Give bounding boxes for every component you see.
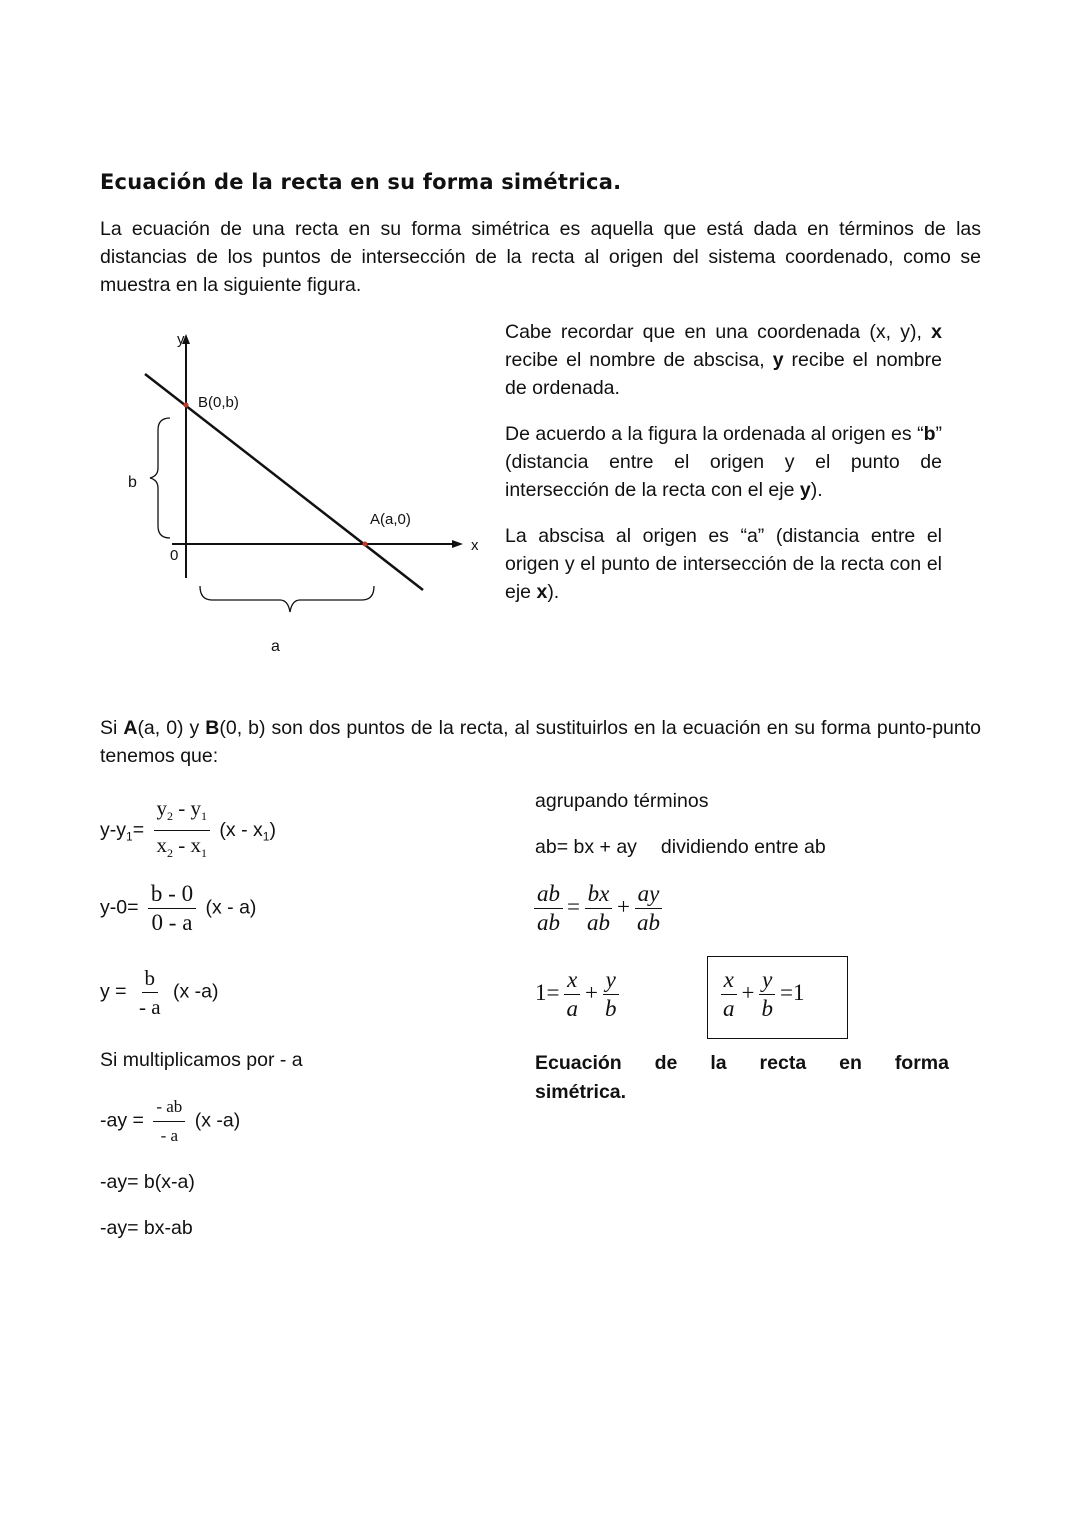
point-b-dot (184, 403, 189, 408)
sust-a: A (123, 717, 138, 739)
side-p3-start: La abscisa al origen es “a” (distancia entre el origen y el punto de intersección de la recta con el eje (505, 525, 942, 603)
eq7: ab= bx + ay (535, 836, 637, 858)
side-p1-y: y (772, 349, 784, 371)
eq8-d3: ab (636, 910, 660, 935)
sust-s2: (a, 0) y (137, 717, 206, 739)
eq3-lhs: y = (100, 980, 127, 1003)
sust-s3: (0, b) son dos puntos de la recta, al sustituirlos en la ecuación en su forma punto-punto tenemos que: (100, 717, 981, 767)
eq2-rhs: (x - a) (205, 896, 257, 919)
side-p2-b: b (923, 423, 936, 445)
eq2-fraction (148, 882, 196, 935)
equation-step-5: -ay= b(x-a) (100, 1171, 195, 1193)
coordinate-figure (100, 320, 500, 660)
x-axis-arrow (452, 540, 463, 548)
equation-step-4 (100, 1095, 240, 1148)
eq8-equals: = (567, 893, 580, 919)
equation-step-2 (100, 882, 256, 935)
box-n1: x (721, 968, 737, 995)
brace-b-label: b (128, 474, 137, 491)
eq8-fraction-1 (534, 882, 563, 935)
point-a-label: A(a,0) (370, 511, 411, 528)
eq2-num: b - 0 (148, 882, 196, 909)
eq8-n2: bx (585, 882, 613, 909)
equation-step-7 (535, 836, 826, 859)
side-p2-mid: ” (distancia entre el origen y el punto de intersección de la recta con el eje (505, 423, 942, 501)
side-p2-start: De acuerdo a la figura la ordenada al origen es “ (505, 423, 924, 445)
eq9-equals: = (546, 979, 560, 1005)
side-paragraph-1 (505, 318, 942, 402)
sust-s1: Si (100, 717, 124, 739)
eq1-den-x: x (156, 833, 167, 858)
eq1-num-sub2: 2 (167, 809, 173, 824)
side-p3-end: ). (547, 581, 560, 603)
intro-paragraph: La ecuación de una recta en su forma simétrica es aquella que está dada en términos de las distancias de los puntos de intersección de la recta al origen del sistema coordenado, como se muestra en la siguiente figura. (100, 218, 981, 296)
equation-step-8 (530, 882, 667, 935)
side-p2-y: y (799, 479, 811, 501)
equation-step-6: -ay= bx-ab (100, 1217, 193, 1239)
eq1-rhs-close: ) (269, 818, 276, 841)
eq9-d2: b (604, 996, 617, 1021)
eq2-lhs: y-0= (100, 896, 139, 919)
box-equals: = (779, 979, 793, 1005)
box-d2: b (761, 996, 773, 1021)
eq1-rhs: (x - x (219, 818, 263, 841)
brace-a (200, 586, 374, 612)
eq8-d1: ab (537, 910, 560, 935)
eq9-plus: + (584, 979, 598, 1005)
side-p2-end: ). (810, 479, 823, 501)
eq8-n1: ab (534, 882, 563, 909)
eq9-fraction-2 (602, 968, 620, 1021)
side-p1-start: Cabe recordar que en una coordenada (x, y), (505, 321, 922, 343)
eq3-rhs: (x -a) (172, 980, 219, 1003)
side-p1-mid: recibe el nombre de abscisa, (505, 349, 773, 371)
eq4-lhs: -ay = (100, 1109, 144, 1132)
eq3-num: b (142, 966, 159, 993)
y-axis-label: y (177, 331, 185, 348)
final-line-2: simétrica. (535, 1081, 627, 1103)
eq9-fraction-1 (563, 968, 581, 1021)
eq3-den: - a (138, 995, 161, 1019)
brace-a-label: a (271, 638, 280, 655)
box-d1: a (723, 996, 735, 1021)
box-fraction-2 (758, 968, 776, 1021)
box-plus: + (741, 979, 755, 1005)
eq9-n2: y (603, 968, 619, 995)
side-p1-end: recibe el nombre de ordenada. (505, 349, 942, 399)
eq9-one: 1 (535, 979, 547, 1005)
multiply-text: Si multiplicamos por - a (100, 1049, 303, 1071)
brace-b (150, 418, 170, 538)
eq1-den-minus: - x (173, 833, 201, 858)
eq1-num-sub1: 1 (201, 809, 207, 824)
eq4-rhs: (x -a) (194, 1109, 241, 1132)
eq9-n1: x (564, 968, 580, 995)
side-p3-x: x (536, 581, 548, 603)
side-paragraph-3 (505, 522, 942, 606)
eq2-den: 0 - a (151, 910, 193, 935)
side-p1-x: x (931, 321, 942, 343)
box-fraction-1 (720, 968, 738, 1021)
equation-point-point (100, 796, 276, 865)
eq1-lhs: y-y (100, 818, 126, 841)
x-axis-label: x (471, 537, 479, 554)
eq1-equals: = (132, 818, 145, 841)
eq1-num-y: y (156, 796, 167, 820)
eq8-plus: + (616, 893, 630, 919)
symmetric-form-equation (716, 968, 804, 1021)
equation-step-3 (100, 966, 218, 1019)
grouping-text: agrupando términos (535, 790, 709, 812)
eq8-fraction-2 (584, 882, 613, 935)
point-a-dot (363, 542, 368, 547)
eq1-fraction (154, 796, 211, 865)
eq8-d2: ab (586, 910, 610, 935)
eq4-fraction (153, 1095, 185, 1148)
eq1-rhs-sub: 1 (262, 829, 270, 844)
eq1-den-sub1: 1 (201, 846, 207, 861)
box-n2: y (759, 968, 775, 995)
eq1-lhs-sub: 1 (126, 829, 133, 844)
eq8-n3: ay (635, 882, 663, 909)
point-b-label: B(0,b) (198, 394, 239, 411)
sust-b: B (205, 717, 220, 739)
eq4-den: - a (160, 1126, 179, 1145)
eq9-d1: a (566, 996, 578, 1021)
equation-step-9 (535, 968, 623, 1021)
final-line-1: Ecuación de la recta en forma (535, 1052, 949, 1074)
eq4-num: - ab (153, 1095, 185, 1122)
origin-label: 0 (170, 547, 179, 564)
page-title: Ecuación de la recta en su forma simétrica. (100, 170, 622, 194)
eq1-num-minus: - y (173, 796, 201, 820)
eq7-note: dividiendo entre ab (660, 836, 826, 858)
eq1-den-sub2: 2 (167, 846, 173, 861)
side-paragraph-2 (505, 420, 942, 504)
eq3-fraction (136, 966, 164, 1019)
substitution-paragraph (100, 714, 981, 770)
box-one: 1 (792, 979, 805, 1005)
eq8-fraction-3 (634, 882, 663, 935)
symmetric-form-caption (535, 1049, 949, 1107)
